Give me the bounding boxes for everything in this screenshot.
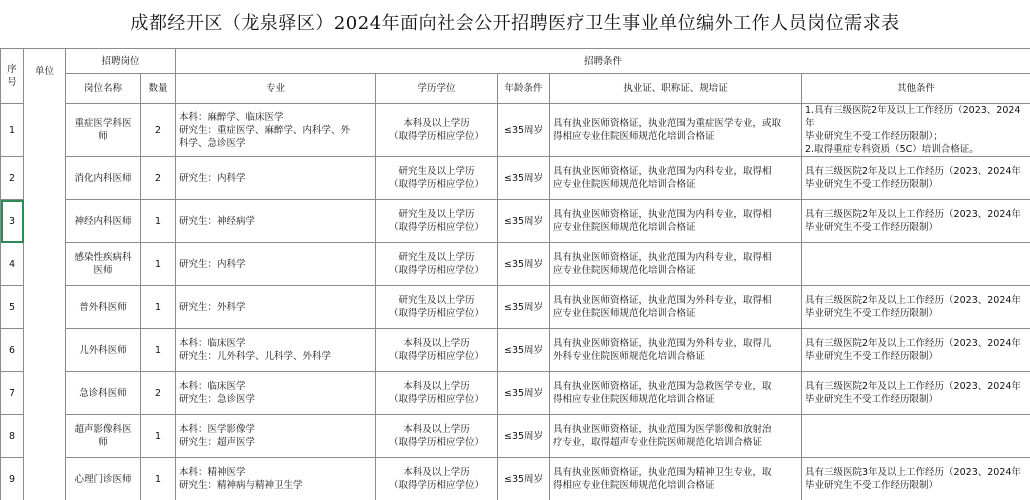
cell-count[interactable]: 1 xyxy=(141,286,176,329)
cell-cert[interactable]: 具有执业医师资格证，执业范围为内科专业，取得相 应专业住院医师规范化培训合格证 xyxy=(550,200,802,243)
cell-other[interactable] xyxy=(802,415,1030,458)
table-row xyxy=(1,415,1030,458)
header-seq: 序 号 xyxy=(1,49,24,104)
cell-seq[interactable]: 5 xyxy=(1,286,24,329)
cell-major[interactable]: 研究生：外科学 xyxy=(176,286,376,329)
cell-count[interactable]: 1 xyxy=(141,243,176,286)
document-title: 成都经开区（龙泉驿区）2024年面向社会公开招聘医疗卫生事业单位编外工作人员岗位需求表 xyxy=(130,13,900,34)
cell-cert[interactable]: 具有执业医师资格证，执业范围为内科专业，取得相 应专业住院医师规范化培训合格证 xyxy=(550,243,802,286)
cell-post-name[interactable]: 重症医学科医 师 xyxy=(66,104,141,157)
cell-seq[interactable]: 6 xyxy=(1,329,24,372)
table-row xyxy=(1,329,1030,372)
cell-post-name[interactable]: 心理门诊医师 xyxy=(66,458,141,500)
cell-degree[interactable]: 本科及以上学历 （取得学历相应学位） xyxy=(376,329,498,372)
cell-cert[interactable]: 具有执业医师资格证，执业范围为外科专业，取得儿 外科专业住院医师规范化培训合格证 xyxy=(550,329,802,372)
cell-age[interactable]: ≤35周岁 xyxy=(498,200,550,243)
header-major: 专业 xyxy=(176,74,376,104)
cell-major[interactable]: 本科：精神医学 研究生：精神病与精神卫生学 xyxy=(176,458,376,500)
cell-age[interactable]: ≤35周岁 xyxy=(498,104,550,157)
header-post-group: 招聘岗位 xyxy=(66,49,176,74)
cell-degree[interactable]: 本科及以上学历 （取得学历相应学位） xyxy=(376,104,498,157)
cell-count[interactable]: 1 xyxy=(141,200,176,243)
cell-other[interactable]: 具有三级医院2年及以上工作经历（2023、2024年 毕业研究生不受工作经历限制） xyxy=(802,329,1030,372)
table-row xyxy=(1,200,1030,243)
header-conditions-group: 招聘条件 xyxy=(176,49,1030,74)
header-post-name: 岗位名称 xyxy=(66,74,141,104)
position-requirements-table xyxy=(0,48,1030,500)
cell-cert[interactable]: 具有执业医师资格证，执业范围为急救医学专业，取 得相应专业住院医师规范化培训合格证 xyxy=(550,372,802,415)
cell-count[interactable]: 1 xyxy=(141,415,176,458)
cell-post-name[interactable]: 消化内科医师 xyxy=(66,157,141,200)
cell-cert[interactable]: 具有执业医师资格证，执业范围为医学影像和放射治 疗专业，取得超声专业住院医师规范化培训合格证 xyxy=(550,415,802,458)
cell-count[interactable]: 1 xyxy=(141,329,176,372)
cell-major[interactable]: 本科：医学影像学 研究生：超声医学 xyxy=(176,415,376,458)
cell-cert[interactable]: 具有执业医师资格证，执业范围为内科专业，取得相 应专业住院医师规范化培训合格证 xyxy=(550,157,802,200)
table-row xyxy=(1,372,1030,415)
table-row xyxy=(1,458,1030,500)
header-age: 年龄条件 xyxy=(498,74,550,104)
cell-post-name[interactable]: 超声影像科医 师 xyxy=(66,415,141,458)
header-cert: 执业证、职称证、规培证 xyxy=(550,74,802,104)
cell-count[interactable]: 2 xyxy=(141,104,176,157)
cell-major[interactable]: 本科：临床医学 研究生：急诊医学 xyxy=(176,372,376,415)
cell-post-name[interactable]: 急诊科医师 xyxy=(66,372,141,415)
cell-major[interactable]: 研究生：内科学 xyxy=(176,157,376,200)
cell-seq[interactable]: 8 xyxy=(1,415,24,458)
cell-post-name[interactable]: 普外科医师 xyxy=(66,286,141,329)
cell-other[interactable]: 具有三级医院2年及以上工作经历（2023、2024年 毕业研究生不受工作经历限制） xyxy=(802,372,1030,415)
header-unit: 单位 xyxy=(24,49,66,500)
cell-degree[interactable]: 研究生及以上学历 （取得学历相应学位） xyxy=(376,157,498,200)
table-row xyxy=(1,286,1030,329)
cell-major[interactable]: 研究生：神经病学 xyxy=(176,200,376,243)
cell-other[interactable]: 具有三级医院3年及以上工作经历（2023、2024年 毕业研究生不受工作经历限制） xyxy=(802,458,1030,500)
cell-seq[interactable]: 2 xyxy=(1,157,24,200)
cell-other[interactable]: 1.具有三级医院2年及以上工作经历（2023、2024年 毕业研究生不受工作经历限制）； 2.取得重症专科资质（5C）培训合格证。 xyxy=(802,104,1030,157)
cell-degree[interactable]: 本科及以上学历 （取得学历相应学位） xyxy=(376,415,498,458)
cell-seq[interactable]: 9 xyxy=(1,458,24,500)
cell-degree[interactable]: 研究生及以上学历 （取得学历相应学位） xyxy=(376,286,498,329)
cell-count[interactable]: 2 xyxy=(141,372,176,415)
cell-post-name[interactable]: 儿外科医师 xyxy=(66,329,141,372)
cell-other[interactable]: 具有三级医院2年及以上工作经历（2023、2024年 毕业研究生不受工作经历限制） xyxy=(802,200,1030,243)
cell-major[interactable]: 本科：麻醉学、临床医学 研究生：重症医学、麻醉学、内科学、外 科学、急诊医学 xyxy=(176,104,376,157)
cell-age[interactable]: ≤35周岁 xyxy=(498,415,550,458)
cell-other[interactable]: 具有三级医院2年及以上工作经历（2023、2024年 毕业研究生不受工作经历限制） xyxy=(802,286,1030,329)
cell-age[interactable]: ≤35周岁 xyxy=(498,157,550,200)
cell-major[interactable]: 本科：临床医学 研究生：儿外科学、儿科学、外科学 xyxy=(176,329,376,372)
cell-seq[interactable]: 7 xyxy=(1,372,24,415)
header-degree: 学历学位 xyxy=(376,74,498,104)
cell-degree[interactable]: 本科及以上学历 （取得学历相应学位） xyxy=(376,458,498,500)
cell-seq[interactable]: 3 xyxy=(1,200,24,243)
table-row xyxy=(1,157,1030,200)
cell-degree[interactable]: 研究生及以上学历 （取得学历相应学位） xyxy=(376,200,498,243)
cell-degree[interactable]: 本科及以上学历 （取得学历相应学位） xyxy=(376,372,498,415)
cell-seq[interactable]: 1 xyxy=(1,104,24,157)
cell-age[interactable]: ≤35周岁 xyxy=(498,458,550,500)
cell-age[interactable]: ≤35周岁 xyxy=(498,329,550,372)
cell-degree[interactable]: 研究生及以上学历 （取得学历相应学位） xyxy=(376,243,498,286)
cell-age[interactable]: ≤35周岁 xyxy=(498,286,550,329)
cell-major[interactable]: 研究生：内科学 xyxy=(176,243,376,286)
header-count: 数量 xyxy=(141,74,176,104)
cell-other[interactable]: 具有三级医院2年及以上工作经历（2023、2024年 毕业研究生不受工作经历限制） xyxy=(802,157,1030,200)
cell-other[interactable] xyxy=(802,243,1030,286)
cell-cert[interactable]: 具有执业医师资格证，执业范围为精神卫生专业，取 得相应专业住院医师规范化培训合格证 xyxy=(550,458,802,500)
cell-cert[interactable]: 具有执业医师资格证，执业范围为外科专业，取得相 应专业住院医师规范化培训合格证 xyxy=(550,286,802,329)
cell-count[interactable]: 2 xyxy=(141,157,176,200)
cell-count[interactable]: 1 xyxy=(141,458,176,500)
cell-age[interactable]: ≤35周岁 xyxy=(498,243,550,286)
cell-cert[interactable]: 具有执业医师资格证，执业范围为重症医学专业，或取 得相应专业住院医师规范化培训合格证 xyxy=(550,104,802,157)
cell-seq[interactable]: 4 xyxy=(1,243,24,286)
cell-age[interactable]: ≤35周岁 xyxy=(498,372,550,415)
cell-post-name[interactable]: 感染性疾病科 医师 xyxy=(66,243,141,286)
header-other: 其他条件 xyxy=(802,74,1030,104)
cell-post-name[interactable]: 神经内科医师 xyxy=(66,200,141,243)
table-row xyxy=(1,104,1030,157)
table-row xyxy=(1,243,1030,286)
